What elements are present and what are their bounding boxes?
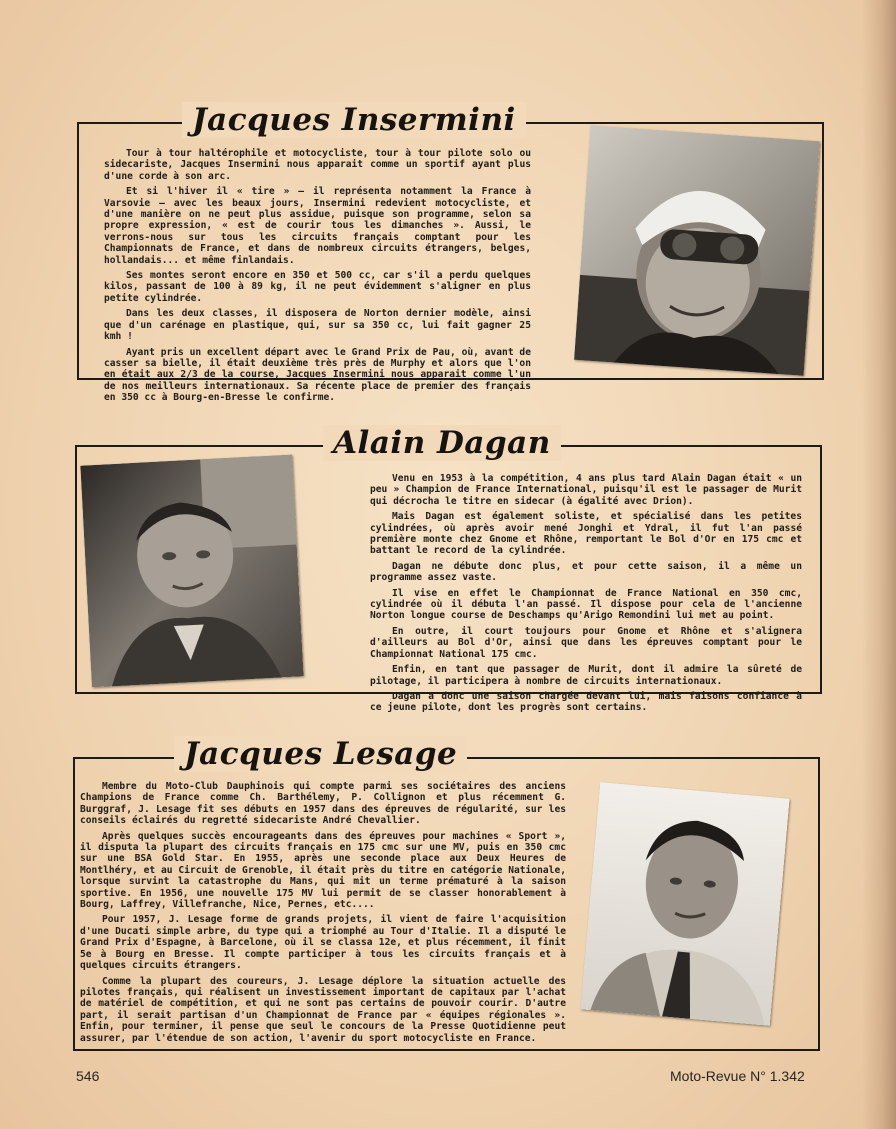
page-edge-shadow (862, 0, 896, 1129)
heading-dagan: Alain Dagan (323, 425, 561, 461)
paragraph: Ses montes seront encore en 350 et 500 cc, car s'il a perdu quelques kilos, passant de 100 à 89 kg, il ne peut évidemment s'aligner en plus petite cylindrée. (104, 270, 531, 304)
page-number: 546 (76, 1068, 100, 1084)
paragraph: Ayant pris un excellent départ avec le Grand Prix de Pau, où, avant de casser sa bielle, il était deuxième très près de Murphy et alors que l'on en était aux 2/3 de la course, Jacques Insermini nous apparait comme l'un de nos meilleurs internationaux. Sa récente place de premier des français en 350 cc à Bourg-en-Bresse le confirme. (104, 346, 531, 404)
text-dagan (370, 473, 802, 718)
text-insermini (104, 148, 531, 408)
paragraph: Dagan ne débute donc plus, et pour cette saison, il a même un programme assez vaste. (370, 560, 802, 584)
paragraph: Comme la plupart des coureurs, J. Lesage déplore la situation actuelle des pilotes français, qui réalisent un investissement important de capitaux par l'achat de matériel de compétition, et qui ne sont pas certains de pouvoir courir. D'autre part, il serait partisan d'un Championnat de France par « équipes régionales ». Enfin, pour terminer, il pense que seul le concours de la Presse Quotidienne peut assurer, par l'étendue de son action, l'avenir du sport motocycliste en France. (80, 975, 566, 1044)
paragraph: Il vise en effet le Championnat de France National en 350 cmc, cylindrée où il débuta l'an passé. Il dispose pour cela de l'ancienne Norton longue course de Deschamps qu'Arigo Remondini lui met au point. (370, 587, 802, 622)
heading-lesage: Jacques Lesage (174, 736, 467, 772)
photo-insermini (574, 125, 820, 375)
paragraph: Dans les deux classes, il disposera de Norton dernier modèle, ainsi que d'un carénage en plastique, qui, sur sa 350 cc, lui fait gagner 25 kmh ! (104, 308, 531, 343)
paragraph: Et si l'hiver il « tire » — il représenta notamment la France à Varsovie — avec les beaux jours, Insermini redevient motocycliste, et d'une manière on ne peut plus assidue, puisque son programme, selon sa propre expression, « est de courir tous les dimanches ». Aussi, le verrons-nous sur tous les circuits français comptant pour les Championnats de France, et dans de nombreux circuits étrangers, belges, hollandais... et même finlandais. (104, 186, 531, 266)
paragraph: Tour à tour haltérophile et motocycliste, tour à tour pilote solo ou sidecariste, Jacques Insermini nous apparait comme un sportif ayant plus d'une corde à son arc. (104, 148, 531, 182)
heading-insermini: Jacques Insermini (182, 102, 526, 138)
paragraph: Pour 1957, J. Lesage forme de grands projets, il vient de faire l'acquisition d'une Ducati simple arbre, du type qui a triomphé au Tour d'Italie. Il a disputé le Grand Prix d'Espagne, à Barcelone, où il se classa 12e, et plus récemment, il finit 5e à Bourg en Bresse. Il compte participer à tous les circuits français et à quelques circuits étrangers. (80, 914, 566, 972)
paragraph: Mais Dagan est également soliste, et spécialisé dans les petites cylindrées, où après avoir mené Jonghi et Ydral, il fut l'an passé première monte chez Gnome et Rhône, remportant le Bol d'Or en 175 cmc et battant le record de la cylindrée. (370, 511, 802, 557)
text-lesage (80, 781, 566, 1048)
paragraph: Membre du Moto-Club Dauphinois qui compte parmi ses sociétaires des anciens Champions de France comme Ch. Barthélemy, P. Collignon et plus récemment G. Burggraf, J. Lesage fit ses débuts en 1957 dans des épreuves de régularité, sur les conseils éclairés du regretté sidecariste André Chevallier. (80, 781, 566, 827)
publication-label: Moto-Revue N° 1.342 (670, 1068, 805, 1084)
paragraph: En outre, il court toujours pour Gnome et Rhône et s'alignera d'ailleurs au Bol d'Or, ainsi que dans les épreuves comptant pour le Championnat National 175 cmc. (370, 625, 802, 660)
photo-lesage (580, 782, 789, 1026)
paragraph: Enfin, en tant que passager de Murit, dont il admire la sûreté de pilotage, il participera à nombre de circuits internationaux. (370, 664, 802, 687)
paragraph: Venu en 1953 à la compétition, 4 ans plus tard Alain Dagan était « un peu » Champion de France International, puisqu'il est le passager de Murit qui décrocha le titre en sidecar (à égalité avec Drion). (370, 473, 802, 507)
paragraph: Dagan a donc une saison chargée devant lui, mais faisons confiance à ce jeune pilote, dont les progrès sont certains. (370, 690, 802, 714)
paragraph: Après quelques succès encourageants dans des épreuves pour machines « Sport », il disputa la plupart des circuits français en 175 cmc sur une MV, puis en 350 cmc sur une BSA Gold Star. En 1955, après une seconde place aux Deux Heures de Montlhéry, et au Circuit de Grenoble, il était près du titre en catégorie Nationale, lorsque survint la catastrophe du Mans, qui mit un terme prématuré à la saison sportive. En 1956, une nouvelle 175 MV lui permit de se classer honorablement à Bourg, Laffrey, Villefranche, Nice, Pernes, etc.... (80, 830, 566, 911)
photo-dagan (80, 455, 303, 688)
